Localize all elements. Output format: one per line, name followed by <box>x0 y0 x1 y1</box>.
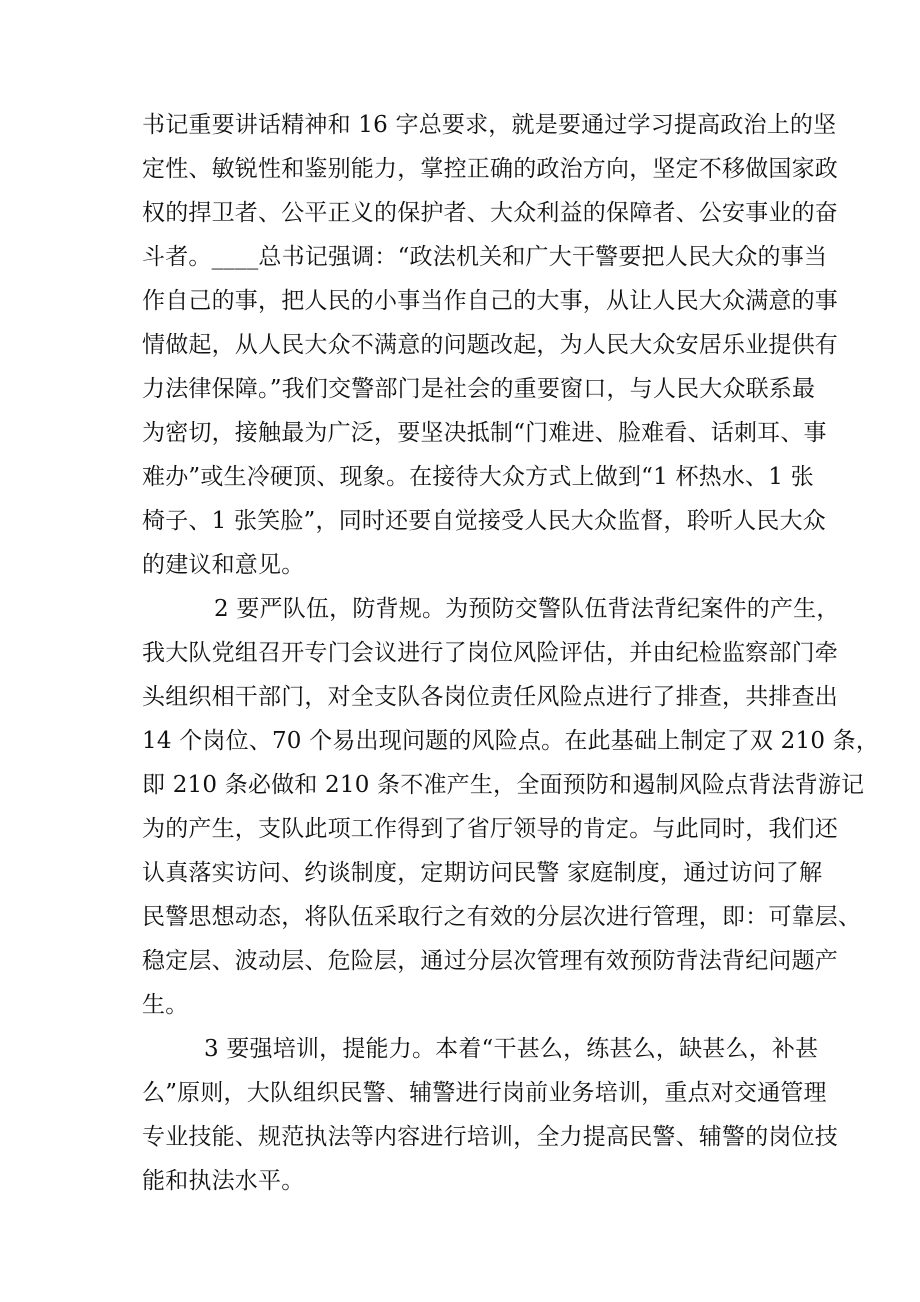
paragraph-2-line-9: 稳定层、波动层、危险层，通过分层次管理有效预防背法背纪问题产 <box>142 948 838 974</box>
paragraph-1-line-7: 力法律保障。”我们交警部门是社会的重要窗口，与人民大众联系最 <box>142 376 816 402</box>
paragraph-1-line-9: 难办”或生冷硬顶、现象。在接待大众方式上做到“1 杯热水、1 张 <box>142 464 814 490</box>
paragraph-2-line-1: 2 要严队伍，防背规。为预防交警队伍背法背纪案件的产生， <box>214 596 840 622</box>
paragraph-3-line-3: 专业技能、规范执法等内容进行培训，全力提高民警、辅警的岗位技 <box>142 1124 838 1150</box>
paragraph-1-line-2: 定性、敏锐性和鉴别能力，掌控正确的政治方向，坚定不移做国家政 <box>142 156 838 182</box>
paragraph-3-line-2: 么”原则，大队组织民警、辅警进行岗前业务培训，重点对交通管理 <box>142 1080 827 1106</box>
paragraph-3-line-1: 3 要强培训，提能力。本着“干甚么，练甚么，缺甚么，补甚 <box>204 1036 819 1062</box>
paragraph-1-line-4: 斗者。____总书记强调：“政法机关和广大干警要把人民大众的事当 <box>142 244 828 270</box>
paragraph-2-line-8: 民警思想动态，将队伍采取行之有效的分层次进行管理，即：可靠层、 <box>142 904 862 930</box>
paragraph-1-line-8: 为密切，接触最为广泛，要坚决抵制“门难进、脸难看、话刺耳、事 <box>142 420 827 446</box>
paragraph-1-line-5: 作自己的事，把人民的小事当作自己的大事，从让人民大众满意的事 <box>142 288 838 314</box>
paragraph-2-line-2: 我大队党组召开专门会议进行了岗位风险评估，并由纪检监察部门牵 <box>142 640 838 666</box>
paragraph-2-line-7: 认真落实访问、约谈制度，定期访问民警 家庭制度，通过访问了解 <box>142 860 823 886</box>
paragraph-2-line-3: 头组织相干部门，对全支队各岗位责任风险点进行了排查，共排查出 <box>142 684 838 710</box>
paragraph-2-line-6: 为的产生，支队此项工作得到了省厅领导的肯定。与此同时，我们还 <box>142 816 838 842</box>
paragraph-3-line-4: 能和执法水平。 <box>142 1168 305 1194</box>
paragraph-1-line-1: 书记重要讲话精神和 16 字总要求，就是要通过学习提高政治上的坚 <box>142 112 837 138</box>
paragraph-1-line-3: 权的捍卫者、公平正义的保护者、大众利益的保障者、公安事业的奋 <box>142 200 838 226</box>
paragraph-1-line-10: 椅子、1 张笑脸”，同时还要自觉接受人民大众监督，聆听人民大众 <box>142 508 826 534</box>
paragraph-1-line-6: 情做起，从人民大众不满意的问题改起，为人民大众安居乐业提供有 <box>142 332 838 358</box>
paragraph-2-line-10: 生。 <box>142 992 189 1018</box>
paragraph-2-line-5: 即 210 条必做和 210 条不准产生，全面预防和遏制风险点背法背游记 <box>142 772 865 798</box>
paragraph-2-line-4: 14 个岗位、70 个易出现问题的风险点。在此基础上制定了双 210 条， <box>142 728 880 754</box>
paragraph-1-line-11: 的建议和意见。 <box>142 552 305 578</box>
